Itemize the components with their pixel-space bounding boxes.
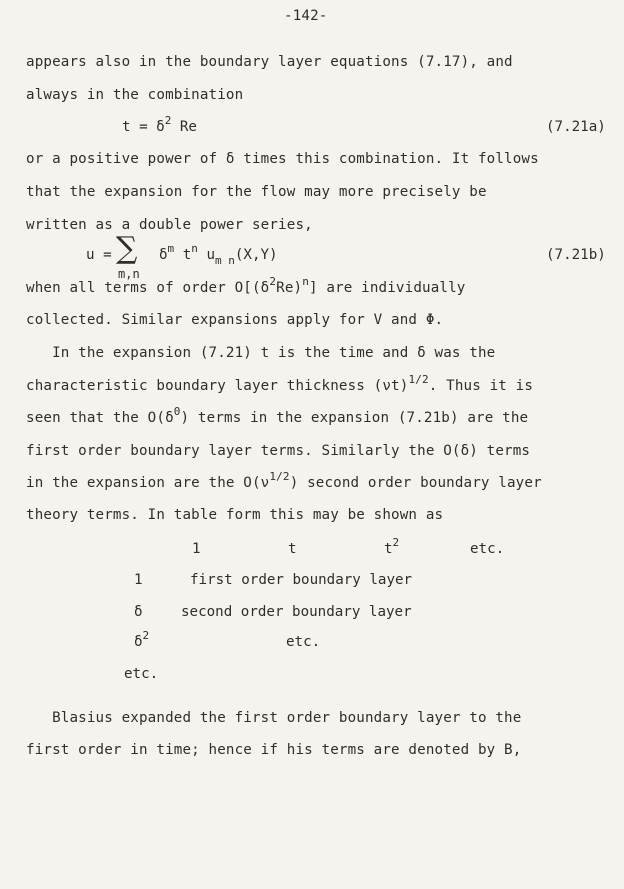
text-line: or a positive power of δ times this combination. It follows	[26, 151, 539, 167]
summation-index: m,n	[118, 267, 140, 281]
table-row-label: δ	[134, 604, 143, 620]
text-line: In the expansion (7.21) t is the time and δ was the	[26, 345, 496, 361]
text-line	[26, 373, 534, 394]
equation-body	[159, 242, 278, 267]
delta-symbol: δ	[159, 247, 168, 263]
table-row-label: 1	[134, 572, 143, 588]
text-line: first order boundary layer terms. Similarly the O(δ) terms	[26, 443, 531, 459]
exponent-n: n	[191, 242, 198, 255]
exponent: n	[302, 275, 310, 288]
u-symbol: u	[206, 247, 215, 263]
text-line	[26, 405, 529, 426]
equation-7-21a	[122, 114, 197, 135]
text-line	[26, 275, 466, 296]
text-fragment: Re)	[276, 280, 303, 296]
exponent: 1/2	[408, 373, 429, 386]
summation-symbol: ∑	[116, 231, 138, 266]
table-column-header	[384, 536, 400, 557]
table-column-header: 1	[192, 541, 201, 557]
text-fragment: characteristic boundary layer thickness (νt)	[26, 378, 409, 394]
text-line: collected. Similar expansions apply for V and Φ.	[26, 312, 444, 328]
exponent: 0	[173, 405, 181, 418]
equation-lhs: u =	[86, 247, 112, 263]
exponent: 2	[392, 536, 400, 549]
table-cell: etc.	[286, 634, 321, 650]
page-number: -142-	[284, 8, 328, 24]
text-line: always in the combination	[26, 87, 244, 103]
equation-label-7-21a: (7.21a)	[546, 119, 606, 135]
subscript-mn: m n	[214, 254, 235, 267]
text-line	[26, 470, 542, 491]
text-line: written as a double power series,	[26, 217, 313, 233]
table-column-header-base: t	[384, 541, 393, 557]
t-symbol: t	[182, 247, 192, 263]
text-fragment: ] are individually	[309, 280, 466, 296]
text-fragment: in the expansion are the O(ν	[26, 475, 270, 491]
text-line: first order in time; hence if his terms are denoted by B,	[26, 742, 522, 758]
text-line: Blasius expanded the first order boundary layer to the	[26, 710, 522, 726]
table-cell: second order boundary layer	[181, 604, 412, 620]
text-fragment: ) second order boundary layer	[289, 475, 542, 491]
text-line: that the expansion for the flow may more precisely be	[26, 184, 487, 200]
equation-args: (X,Y)	[234, 247, 278, 263]
exponent: 1/2	[269, 470, 290, 483]
text-fragment: when all terms of order O[(δ	[26, 280, 270, 296]
table-column-header: etc.	[470, 541, 505, 557]
text-fragment: seen that the O(δ	[26, 410, 174, 426]
text-fragment: . Thus it is	[428, 378, 534, 394]
equation-lhs: t = δ	[122, 119, 165, 135]
text-fragment: ) terms in the expansion (7.21b) are the	[180, 410, 529, 426]
exponent: 2	[269, 275, 277, 288]
table-cell: first order boundary layer	[190, 572, 413, 588]
equation-rhs: Re	[171, 119, 197, 135]
equation-label-7-21b: (7.21b)	[546, 247, 606, 263]
exponent: 2	[142, 629, 150, 642]
text-line: theory terms. In table form this may be shown as	[26, 507, 444, 523]
table-row-label-base: δ	[134, 634, 143, 650]
table-column-header: t	[288, 541, 297, 557]
table-row-label	[134, 629, 150, 650]
equation-exponent: 2	[164, 114, 172, 127]
exponent-m: m	[167, 242, 175, 255]
text-line: appears also in the boundary layer equations (7.17), and	[26, 54, 513, 70]
table-row-label: etc.	[124, 666, 159, 682]
